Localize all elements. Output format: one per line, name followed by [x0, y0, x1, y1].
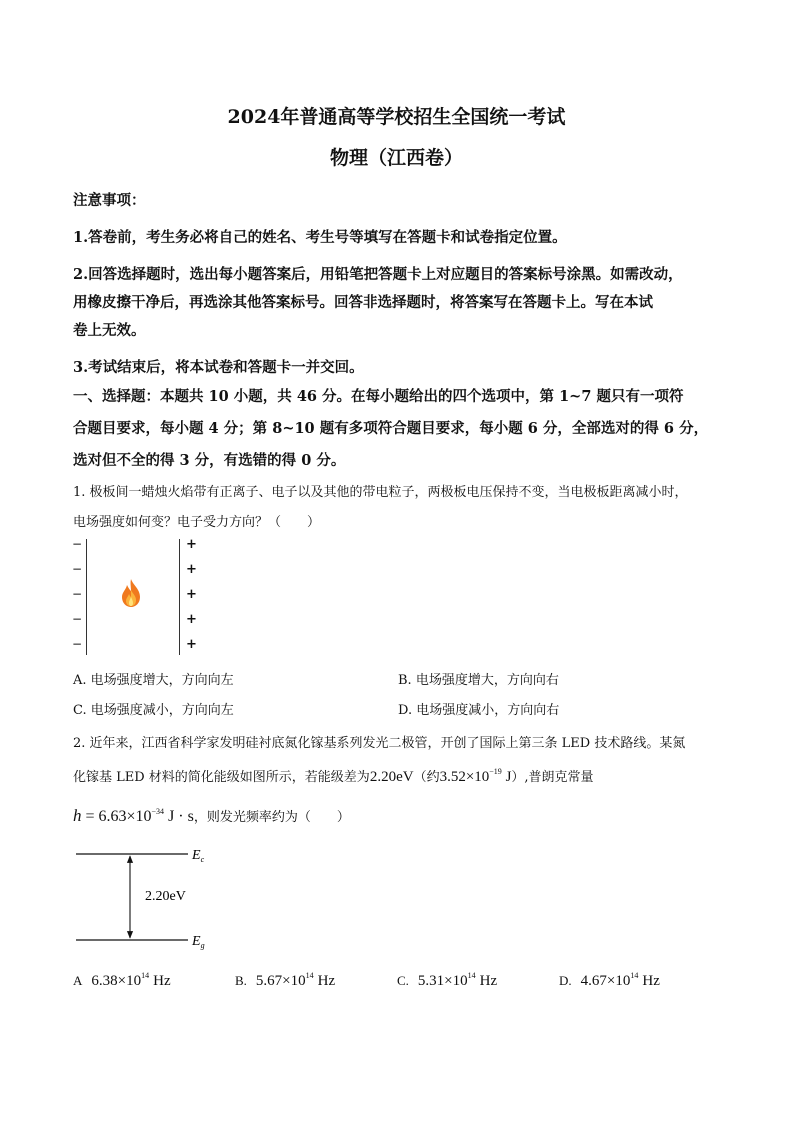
exponent: −19 — [489, 767, 502, 776]
exponent: 14 — [467, 971, 476, 980]
exponent: −34 — [151, 807, 165, 816]
exponent: 14 — [141, 971, 150, 980]
minus-sign: − — [72, 587, 83, 601]
right-plate — [179, 539, 180, 655]
frequency-value: 5.31×10 — [417, 973, 468, 989]
q2-option-c[interactable] — [397, 970, 497, 990]
exponent: 14 — [305, 971, 314, 980]
plus-sign: + — [186, 562, 197, 577]
option-letter: D. — [559, 973, 572, 988]
frequency-value: 4.67×10 — [580, 973, 631, 989]
gap-label: 2.20eV — [145, 889, 186, 904]
q2-text: ）,普朗克常量 — [511, 770, 594, 785]
page-subtitle: 物理（江西卷） — [329, 147, 463, 169]
notice-item-2-line-1: 2.回答选择题时，选出每小题答案后，用铅笔把答题卡上对应题目的答案标号涂黑。如需改动， — [73, 266, 683, 283]
plus-sign: + — [186, 537, 197, 552]
unit: Hz — [479, 973, 498, 989]
minus-sign: − — [72, 637, 83, 651]
planck-value: = 6.63×10 — [81, 808, 152, 825]
exponent: 14 — [630, 971, 639, 980]
q1-stem-line-2: 电场强度如何变？电子受力方向？（ ） — [73, 515, 321, 530]
upper-level-label: $E_c$ — [192, 848, 205, 864]
energy-gap-value: 2.20eV — [369, 769, 414, 785]
frequency-value: 6.38×10 — [91, 973, 142, 989]
q1-option-b[interactable]: B. 电场强度增大，方向向右 — [398, 673, 559, 688]
q2-option-d[interactable] — [559, 970, 660, 990]
notice-item-2-line-2: 用橡皮擦干净后，再选涂其他答案标号。回答非选择题时，将答案写在答题卡上。写在本试 — [73, 294, 653, 311]
q2-option-b[interactable] — [235, 970, 335, 990]
q1-option-c[interactable]: C. 电场强度减小，方向向左 — [73, 703, 234, 718]
page-title: 2024年普通高等学校招生全国统一考试 — [227, 106, 566, 128]
unit: Hz — [317, 973, 336, 989]
notice-item-3: 3.考试结束后，将本试卷和答题卡一并交回。 — [73, 359, 364, 376]
unit: J · s — [164, 808, 194, 825]
q2-text: 化镓基 LED 材料的简化能级如图所示，若能级差为 — [73, 770, 370, 785]
q2-stem-line-2 — [73, 766, 594, 786]
q2-stem-line-3 — [73, 806, 350, 826]
q2-stem-line-1: 2. 近年来，江西省科学家发明硅衬底氮化镓基系列发光二极管，开创了国际上第三条 LED 技术路线。某氮 — [73, 736, 686, 751]
notice-item-2-line-3: 卷上无效。 — [73, 322, 146, 339]
planck-symbol: h — [73, 806, 82, 825]
unit: Hz — [153, 973, 171, 989]
q1-option-a[interactable]: A. 电场强度增大，方向向左 — [73, 673, 234, 688]
notice-heading: 注意事项： — [73, 192, 146, 209]
option-letter: C. — [397, 973, 409, 988]
q2-text: （约 — [413, 770, 440, 785]
minus-sign: − — [72, 562, 83, 576]
option-letter: A — [73, 973, 83, 988]
section-1-line-1: 一、选择题：本题共 10 小题，共 46 分。在每小题给出的四个选项中，第 1~7 题只有一项符 — [73, 388, 684, 405]
flame-icon — [119, 578, 143, 608]
energy-joule-value: 3.52×10 — [439, 769, 490, 785]
unit: Hz — [642, 973, 660, 989]
left-plate — [86, 539, 87, 655]
q2-text: ，则发光频率约为（ ） — [193, 810, 350, 825]
lower-level-label: $E_g$ — [192, 934, 205, 950]
unit: J — [501, 769, 512, 785]
option-letter: B. — [235, 973, 247, 988]
plus-sign: + — [186, 587, 197, 602]
section-1-line-3: 选对但不全的得 3 分，有选错的得 0 分。 — [73, 452, 346, 469]
q1-stem-line-1: 1. 极板间一蜡烛火焰带有正离子、电子以及其他的带电粒子，两极板电压保持不变，当电极板距离减小时， — [73, 485, 688, 500]
minus-sign: − — [72, 612, 83, 626]
q2-option-a[interactable] — [73, 970, 171, 990]
plus-sign: + — [186, 612, 197, 627]
notice-item-1: 1.答卷前，考生务必将自己的姓名、考生号等填写在答题卡和试卷指定位置。 — [73, 229, 567, 246]
plus-sign: + — [186, 637, 197, 652]
q1-option-d[interactable]: D. 电场强度减小，方向向右 — [398, 703, 560, 718]
section-1-line-2: 合题目要求，每小题 4 分；第 8~10 题有多项符合题目要求，每小题 6 分，全部选对的得 6 分， — [73, 420, 709, 437]
frequency-value: 5.67×10 — [255, 973, 306, 989]
minus-sign: − — [72, 537, 83, 551]
energy-level-diagram — [70, 842, 220, 954]
